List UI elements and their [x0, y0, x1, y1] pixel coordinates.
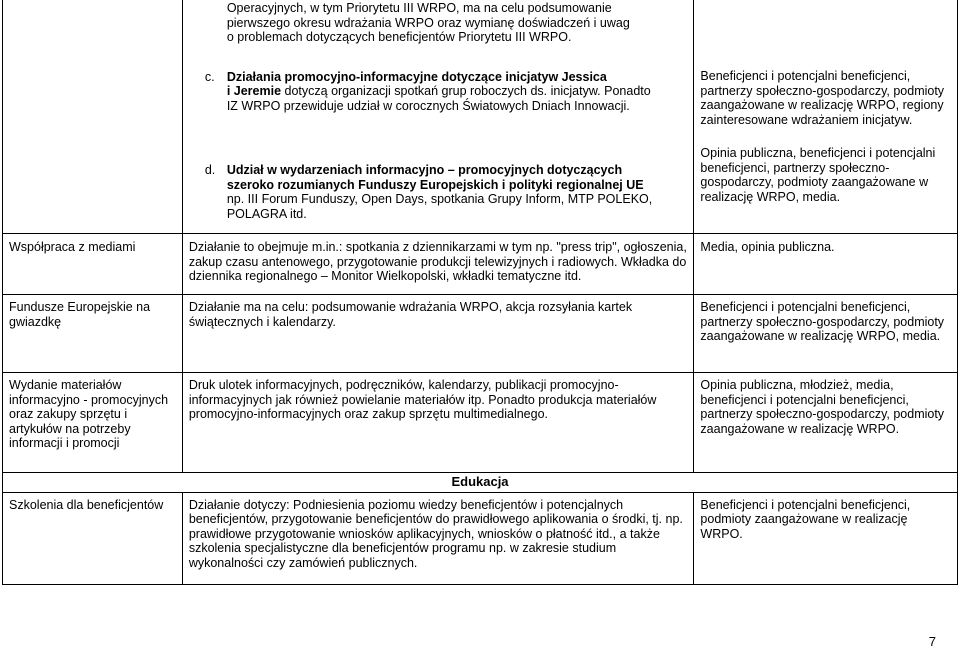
audience-cell-continuation [694, 0, 958, 234]
table-row [3, 373, 958, 473]
communication-plan-table [2, 0, 958, 585]
activity-description: Działanie ma na celu: podsumowanie wdrażania WRPO, akcja rozsyłania kartek świątecznych i kalendarzy. [182, 295, 694, 373]
item-d-title-line2: szeroko rozumianych Funduszy Europejskich i polityki regionalnej UE [226, 177, 644, 192]
item-c-title-line1: Działania promocyjno-informacyjne dotyczące inicjatyw Jessica [226, 69, 607, 84]
item-d-letter: d. [204, 163, 216, 177]
item-c: c. Działania promocyjno-informacyjne dotyczące inicjatyw Jessica i Jeremie dotyczą organizacji spotkań grup roboczych ds. inicjatyw. Ponadto IZ WRPO przewiduje udział w corocznych Światowych Dniach Innowacji. [189, 70, 688, 114]
item-c-letter: c. [204, 69, 215, 84]
section-header-edukacja: Edukacja [3, 473, 958, 493]
item-d-line4: POLAGRA itd. [226, 206, 307, 221]
page-number: 7 [928, 634, 936, 649]
activity-name: Fundusze Europejskie na gwiazdkę [3, 295, 183, 373]
activity-description: Działanie dotyczy: Podniesienia poziomu wiedzy beneficjentów i potencjalnych beneficjentów, przygotowanie beneficjentów do prawidłowego aplikowania o środki, tj. np. prawidłowe przygotowanie wniosków aplikacyjnych, wniosków o płatność itd., a także szkolenia specjalistyczne dla beneficjentów programu np. w zakresie studium wykonalności czy zamówień publicznych. [182, 492, 694, 584]
item-d-audience: Opinia publiczna, beneficjenci i potencjalni beneficjenci, partnerzy społeczno-gospodarczy, podmioty zaangażowane w realizację WRPO, media. [700, 146, 936, 204]
activity-audience: Beneficjenci i potencjalni beneficjenci, partnerzy społeczno-gospodarczy, podmioty zaangażowane w realizację WRPO, media. [694, 295, 958, 373]
activity-audience: Beneficjenci i potencjalni beneficjenci, podmioty zaangażowane w realizację WRPO. [694, 492, 958, 584]
activity-name: Szkolenia dla beneficjentów [3, 492, 183, 584]
activity-name: Wydanie materiałów informacyjno - promocyjnych oraz zakupy sprzętu i artykułów na potrzeby informacji i promocji [3, 373, 183, 473]
item-c-title-line2: i Jeremie [226, 84, 282, 98]
intro-paragraph: Operacyjnych, w tym Priorytetu III WRPO, ma na celu podsumowanie pierwszego okresu wdrażania WRPO oraz wymianę doświadczeń i uwag o problemach dotyczących beneficjentów Priorytetu III WRPO. [226, 1, 630, 44]
activity-description: Druk ulotek informacyjnych, podręczników, kalendarzy, publikacji promocyjno-informacyjnych jak również powielanie materiałów itp. Ponadto produkcja materiałów promocyjno-informacyjnych oraz zakup sprzętu multimedialnego. [182, 373, 694, 473]
item-d-line3: np. III Forum Funduszy, Open Days, spotkania Grupy Inform, MTP POLEKO, [226, 192, 653, 206]
item-c-line3: IZ WRPO przewiduje udział w corocznych Światowych Dniach Innowacji. [226, 98, 630, 113]
activity-description: Działanie to obejmuje m.in.: spotkania z dziennikarzami w tym np. "press trip", ogłoszenia, zakup czasu antenowego, przygotowanie produkcji telewizyjnych i radiowych. Wkładka do dziennika regionalnego – Monitor Wielkopolski, wkładki tematyczne itd. [182, 234, 694, 295]
table-row [3, 234, 958, 295]
activity-name: Współpraca z mediami [3, 234, 183, 295]
table-row [3, 295, 958, 373]
table-row [3, 492, 958, 584]
table-row-continuation [3, 0, 958, 234]
activity-audience: Media, opinia publiczna. [694, 234, 958, 295]
item-c-audience: Beneficjenci i potencjalni beneficjenci, partnerzy społeczno-gospodarczy, podmioty zaangażowane w realizację WRPO, regiony zainteresowane wdrażaniem inicjatyw. [700, 69, 945, 127]
activity-audience: Opinia publiczna, młodzież, media, beneficjenci i potencjalni beneficjenci, partnerzy społeczno-gospodarczy, podmioty zaangażowane w realizację WRPO. [694, 373, 958, 473]
description-cell-continuation [182, 0, 694, 234]
item-d-title-line1: Udział w wydarzeniach informacyjno – promocyjnych dotyczących [226, 163, 623, 177]
item-d [189, 163, 688, 221]
section-header-row [3, 473, 958, 493]
activity-name-cell-empty [3, 0, 183, 234]
